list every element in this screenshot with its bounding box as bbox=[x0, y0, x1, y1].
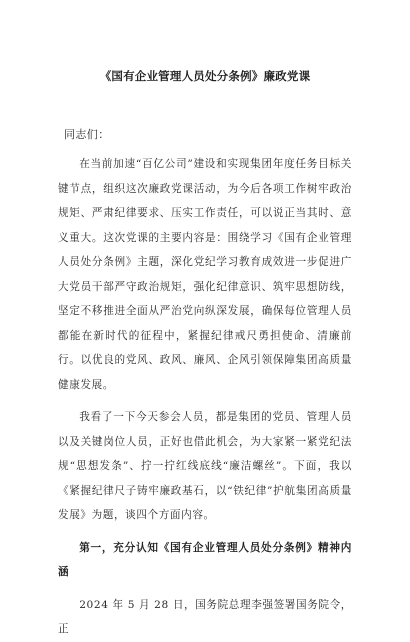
document-title: 《国有企业管理人员处分条例》廉政党课 bbox=[99, 69, 311, 83]
greeting: 同志们： bbox=[64, 128, 110, 141]
section-heading-1: 第一，充分认知《国有企业管理人员处分条例》精神内涵 bbox=[58, 541, 352, 578]
paragraph-attendees: 我看了一下今天参会人员，都是集团的党员、管理人员以及关键岗位人员，正好也借此机会，为大家紧一紧党纪法规“思想发条”、拧一拧红线底线“廉洁螺丝”。下面，我以《紧握纪律尺子铸牢廉政基石，以“铁纪律”护航集团高质量发展》为题，谈四个方面内容。 bbox=[58, 411, 352, 521]
paragraph-section-1-start: 2024 年 5 月 28 日，国务院总理李强签署国务院令，正 bbox=[58, 598, 352, 635]
paragraph-intro: 在当前加速“百亿公司”建设和实现集团年度任务目标关键节点，组织这次廉政党课活动，为今后各项工作树牢政治规矩、严肃纪律要求、压实工作责任，可以说正当其时、意义重大。这次党课的主要内容是：围绕学习《国有企业管理人员处分条例》主题，深化党纪学习教育成效进一步促进广大党员干部严守政治规矩，强化纪律意识、筑牢思想防线，坚定不移推进全面从严治党向纵深发展，确保每位管理人员都能在新时代的征程中，紧握纪律戒尺勇担使命、清廉前行。以优良的党风、政风、廉风、企风引领保障集团高质量健康发展。 bbox=[58, 158, 352, 391]
